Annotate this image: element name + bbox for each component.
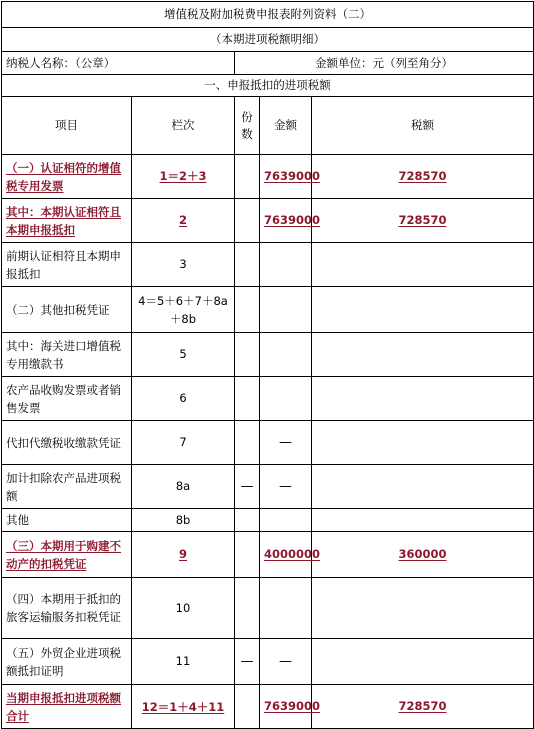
row-amount-cell xyxy=(260,243,312,287)
row-tax-cell xyxy=(312,465,534,509)
row-column-no xyxy=(132,685,235,729)
row-column-no-text: 8b xyxy=(175,512,191,527)
row-amount-cell xyxy=(260,377,312,421)
table-row xyxy=(2,377,534,421)
row-tax-cell xyxy=(312,155,534,199)
row-item-label xyxy=(2,155,132,199)
row-column-no-text: 3 xyxy=(179,257,187,271)
row-count-cell xyxy=(235,509,260,532)
row-item-label xyxy=(2,532,132,578)
row-item-label xyxy=(2,333,132,377)
row-item-label-text: 其中：本期认证相符且本期申报抵扣 xyxy=(6,204,121,237)
form-title: 增值税及附加税费申报表附列资料（二） xyxy=(2,2,534,28)
row-column-no xyxy=(132,243,235,287)
row-item-label xyxy=(2,509,132,532)
form-subtitle: （本期进项税额明细） xyxy=(2,28,534,52)
row-column-no-text: 1＝2＋3 xyxy=(159,169,207,183)
table-row xyxy=(2,532,534,578)
row-tax-cell-text: 360000 xyxy=(398,547,447,561)
row-item-label-text: 加计扣除农产品进项税额 xyxy=(6,470,121,503)
row-item-label xyxy=(2,639,132,685)
row-column-no-text: 4＝5＋6＋7＋8a＋8b xyxy=(138,293,228,326)
row-item-label-text: （二）其他扣税凭证 xyxy=(6,302,110,317)
row-column-no xyxy=(132,532,235,578)
row-column-no-text: 11 xyxy=(175,654,191,668)
row-column-no xyxy=(132,465,235,509)
row-count-cell xyxy=(235,639,260,685)
row-tax-cell xyxy=(312,532,534,578)
header-tax: 税额 xyxy=(312,97,534,155)
row-item-label-text: 代扣代缴税收缴款凭证 xyxy=(6,435,121,450)
table-row xyxy=(2,199,534,243)
row-tax-cell xyxy=(312,639,534,685)
header-amount: 金额 xyxy=(260,97,312,155)
row-amount-cell xyxy=(260,333,312,377)
row-item-label xyxy=(2,685,132,729)
row-item-label-text: 当期申报抵扣进项税额合计 xyxy=(6,690,121,723)
row-column-no xyxy=(132,155,235,199)
row-amount-cell xyxy=(260,199,321,243)
table-row xyxy=(2,639,534,685)
header-count: 份数 xyxy=(235,97,260,155)
row-tax-cell-text: 728570 xyxy=(398,169,447,183)
row-item-label-text: （五）外贸企业进项税额抵扣证明 xyxy=(6,645,121,678)
row-item-label-text: （四）本期用于抵扣的旅客运输服务扣税凭证 xyxy=(6,592,121,624)
header-row xyxy=(2,97,534,155)
row-item-label-text: 其中：海关进口增值税专用缴款书 xyxy=(6,338,121,371)
row-amount-cell xyxy=(260,578,312,639)
row-column-no-text: 10 xyxy=(175,600,191,615)
row-item-label xyxy=(2,465,132,509)
row-tax-cell xyxy=(312,578,534,639)
row-count-cell xyxy=(235,685,260,729)
row-tax-cell xyxy=(312,333,534,377)
row-tax-cell xyxy=(312,509,534,532)
row-amount-cell-text: — xyxy=(279,654,292,669)
row-count-cell xyxy=(235,532,260,578)
row-amount-cell-text: 7639000 xyxy=(264,699,321,713)
row-tax-cell xyxy=(312,243,534,287)
row-column-no xyxy=(132,287,235,333)
row-count-cell-text: — xyxy=(240,654,254,669)
row-column-no xyxy=(132,333,235,377)
section-title: 一、申报抵扣的进项税额 xyxy=(2,75,534,97)
row-count-cell xyxy=(235,243,260,287)
row-column-no-text: 12＝1＋4＋11 xyxy=(141,699,225,714)
row-amount-cell xyxy=(260,532,321,578)
row-tax-cell-text: 728570 xyxy=(398,699,447,713)
row-column-no xyxy=(132,377,235,421)
row-amount-cell xyxy=(260,685,321,729)
row-count-cell xyxy=(235,287,260,333)
header-column-no: 栏次 xyxy=(132,97,235,155)
table-row xyxy=(2,509,534,532)
row-amount-cell xyxy=(260,509,312,532)
table-row xyxy=(2,243,534,287)
row-item-label xyxy=(2,421,132,465)
row-amount-cell xyxy=(260,421,312,465)
row-column-no xyxy=(132,509,235,532)
row-item-label xyxy=(2,578,132,639)
row-item-label xyxy=(2,287,132,333)
row-amount-cell-text: 7639000 xyxy=(264,169,321,183)
row-item-label xyxy=(2,199,132,243)
row-count-cell xyxy=(235,333,260,377)
row-column-no-text: 6 xyxy=(179,391,187,405)
row-column-no xyxy=(132,421,235,465)
row-column-no-text: 8a xyxy=(175,479,191,493)
row-amount-cell-text: — xyxy=(279,435,292,450)
tax-form-sheet xyxy=(1,1,533,723)
row-amount-cell xyxy=(260,287,312,333)
row-column-no xyxy=(132,639,235,685)
row-item-label-text: （一）认证相符的增值税专用发票 xyxy=(6,160,121,193)
table-row xyxy=(2,578,534,639)
row-count-cell xyxy=(235,421,260,465)
row-column-no xyxy=(132,199,235,243)
row-amount-cell-text: 7639000 xyxy=(264,213,321,227)
row-tax-cell xyxy=(312,287,534,333)
row-item-label xyxy=(2,243,132,287)
row-amount-cell xyxy=(260,155,321,199)
taxpayer-name-label: 纳税人名称：（公章） xyxy=(2,52,235,75)
row-count-cell xyxy=(235,465,260,509)
row-amount-cell-text: — xyxy=(279,479,292,494)
row-count-cell xyxy=(235,377,260,421)
row-tax-cell xyxy=(312,421,534,465)
row-column-no-text: 9 xyxy=(178,547,187,561)
table-row xyxy=(2,421,534,465)
row-count-cell-text: — xyxy=(240,479,254,494)
row-column-no-text: 2 xyxy=(178,213,187,227)
row-item-label-text: 其他 xyxy=(6,513,29,527)
row-column-no xyxy=(132,578,235,639)
row-amount-cell xyxy=(260,639,312,685)
row-tax-cell-text: 728570 xyxy=(398,213,447,227)
row-amount-cell-text: 4000000 xyxy=(264,547,321,561)
row-count-cell xyxy=(235,578,260,639)
row-tax-cell xyxy=(312,377,534,421)
table-row xyxy=(2,465,534,509)
row-tax-cell xyxy=(312,199,534,243)
input-tax-detail-table xyxy=(1,1,534,729)
table-row xyxy=(2,685,534,729)
row-count-cell xyxy=(235,199,260,243)
row-item-label-text: 前期认证相符且本期申报抵扣 xyxy=(6,248,121,281)
row-tax-cell xyxy=(312,685,534,729)
table-row xyxy=(2,155,534,199)
table-row xyxy=(2,333,534,377)
row-item-label-text: 农产品收购发票或者销售发票 xyxy=(6,382,121,415)
row-column-no-text: 5 xyxy=(179,347,187,361)
header-item: 项目 xyxy=(2,97,132,155)
row-count-cell xyxy=(235,155,260,199)
row-item-label xyxy=(2,377,132,421)
row-column-no-text: 7 xyxy=(179,435,187,449)
row-item-label-text: （三）本期用于购建不动产的扣税凭证 xyxy=(6,538,121,571)
table-row xyxy=(2,287,534,333)
row-amount-cell xyxy=(260,465,312,509)
amount-unit-label: 金额单位：元（列至角分） xyxy=(235,52,534,75)
